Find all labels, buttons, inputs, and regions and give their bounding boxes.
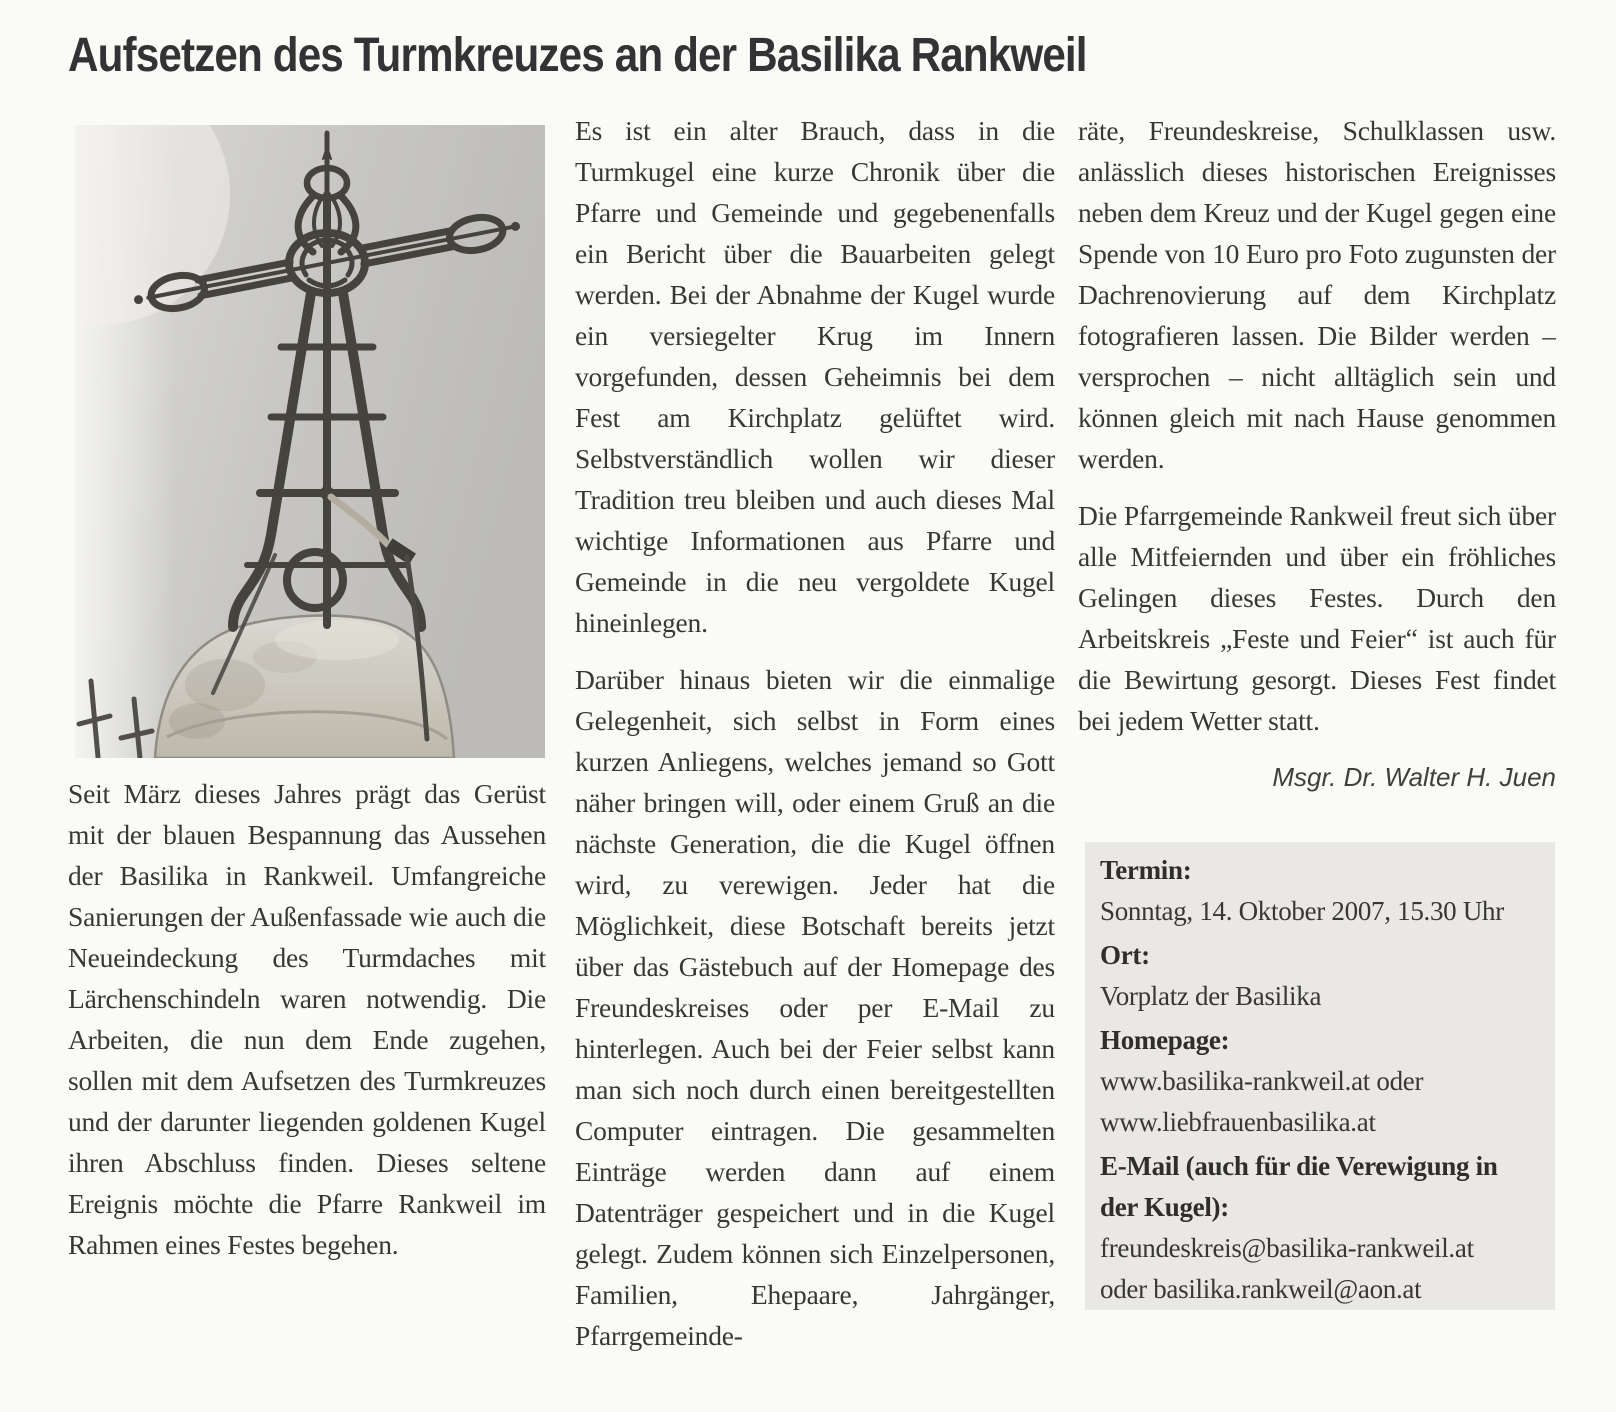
info-group-homepage: [1100, 1020, 1541, 1143]
info-group-email: [1100, 1146, 1541, 1310]
info-label-email: E-Mail (auch für die Verewigung in der Kugel):: [1100, 1151, 1498, 1222]
info-value-ort: Vorplatz der Basilika: [1100, 981, 1322, 1011]
info-label-homepage: Homepage:: [1100, 1025, 1230, 1055]
info-value-homepage-1: www.basilika-rankweil.at oder: [1100, 1066, 1424, 1096]
author-signature: Msgr. Dr. Walter H. Juen: [1272, 762, 1556, 792]
info-value-email-2: oder basilika.rankweil@aon.at: [1100, 1274, 1422, 1304]
info-value-termin: Sonntag, 14. Oktober 2007, 15.30 Uhr: [1100, 896, 1504, 926]
event-info-box: [1085, 842, 1555, 1310]
info-label-ort: Ort:: [1100, 940, 1150, 970]
photo-caption: Seit März dieses Jahres prägt das Gerüst mit der blauen Bespannung das Aussehen der Basilika in Rankweil. Umfangreiche Sanierungen der Außenfassade wie auch die Neueindeckung des Turmdaches mit Lärchenschindeln waren notwendig. Die Arbeiten, die nun dem Ende zugehen, sollen mit dem Aufsetzen des Turmkreuzes und der darunter liegenden goldenen Kugel ihren Abschluss finden. Dieses seltene Ereignis möchte die Pfarre Rankweil im Rahmen eines Festes begehen.: [68, 778, 546, 1260]
column-middle: [575, 110, 1055, 1400]
turmkreuz-photo: [75, 125, 545, 758]
middle-paragraph-1: Es ist ein alter Brauch, dass in die Turmkugel eine kurze Chronik über die Pfarre und Gemeinde und gegebenenfalls ein Bericht über die Bauarbeiten gelegt werden. Bei der Abnahme der Kugel wurde ein versiegelter Krug im Innern vorgefunden, dessen Geheimnis bei dem Fest am Kirchplatz gelüftet wird. Selbstverständlich wollen wir dieser Tradition treu bleiben und auch dieses Mal wichtige Informationen aus Pfarre und Gemeinde in die neu vergoldete Kugel hineinlegen.: [575, 115, 1055, 638]
turmkreuz-cross-illustration: [75, 125, 545, 758]
right-paragraph-2: Die Pfarrgemeinde Rankweil freut sich über alle Mitfeiernden und über ein fröhliches Gelingen dieses Festes. Durch den Arbeitskreis „Feste und Feier“ ist auch für die Bewirtung gesorgt. Dieses Fest findet bei jedem Wetter statt.: [1078, 500, 1556, 736]
info-group-termin: [1100, 850, 1541, 932]
middle-paragraph-2: Darüber hinaus bieten wir die einmalige Gelegenheit, sich selbst in Form eines kurzen Anliegens, welches jemand so Gott näher bringen will, oder einem Gruß an die nächste Generation, die die Kugel öffnen wird, zu verewigen. Jeder hat die Möglichkeit, diese Botschaft bereits jetzt über das Gästebuch auf der Homepage des Freundeskreises oder per E-Mail zu hinterlegen. Auch bei der Feier selbst kann man sich noch durch einen bereitgestellten Computer eintragen. Die gesammelten Einträge werden dann auf einem Datenträger gespeichert und in die Kugel gelegt. Zudem können sich Einzelpersonen, Familien, Ehepaare, Jahrgänger, Pfarrgemeinde-: [575, 664, 1055, 1351]
article-title: Aufsetzen des Turmkreuzes an der Basilika Rankweil: [68, 29, 1087, 82]
info-group-ort: [1100, 935, 1541, 1017]
info-value-email-1: freundeskreis@basilika-rankweil.at: [1100, 1233, 1474, 1263]
column-right: [1078, 110, 1556, 834]
right-paragraph-1: räte, Freundeskreise, Schulklassen usw. anlässlich dieses historischen Ereignisses neben dem Kreuz und der Kugel gegen eine Spende von 10 Euro pro Foto zugunsten der Dachrenovierung auf dem Kirchplatz fotografieren lassen. Die Bilder werden – versprochen – nicht alltäglich sein und können gleich mit nach Hause genommen werden.: [1078, 115, 1556, 474]
info-label-termin: Termin:: [1100, 855, 1192, 885]
info-value-homepage-2: www.liebfrauenbasilika.at: [1100, 1107, 1376, 1137]
